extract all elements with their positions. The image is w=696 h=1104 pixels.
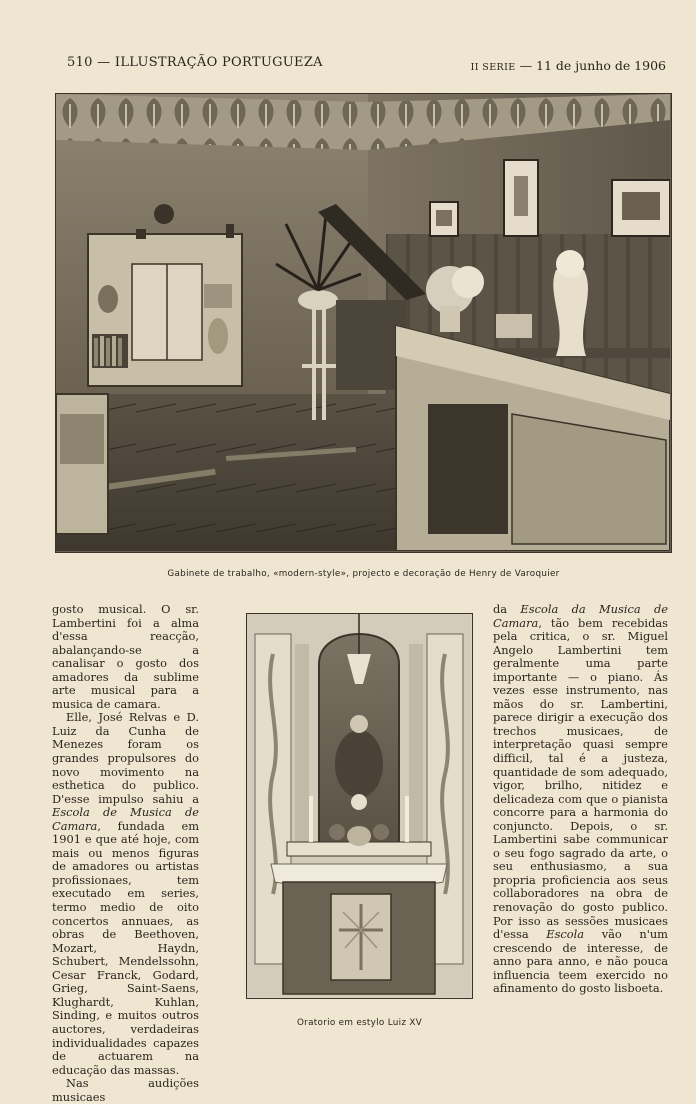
text-run: da: [493, 602, 521, 616]
page-header-date: [471, 58, 666, 73]
school-name: Escola: [546, 927, 585, 942]
school-name: Escola da Musica de Camara: [493, 602, 668, 630]
study-room-illustration: [56, 94, 670, 551]
text-run: , tão bem recebidas pela critica, o sr. Miguel Angelo Lambertini tem geralmente uma parte importante — o piano. Ás vezes esse instrumento, nas mãos do sr. Lambertini, parece dirigir a execução dos trechos musicaes, de interpretação quasi sempre difficil, tal é a justeza, quantidade de som adequado, vigor, brilho, nitidez e delicadeza com que o pianista concorre para a harmonia do conjuncto. Depois, o sr. Lambertini sabe communicar o seu fogo sagrado da arte, o seu enthusiasmo, a sua propria proficiencia aos seus collaboradores na obra de renovação do gosto publico. Por isso as sessões musicaes d'essa: [493, 615, 668, 942]
series-label: II SERIE: [470, 62, 516, 73]
study-room-photograph: [55, 93, 672, 553]
study-room-caption: Gabinete de trabalho, «modern-style», projecto e decoração de Henry de Varoquier: [167, 569, 560, 579]
article-column-right: [493, 603, 668, 996]
article-column-left: [52, 603, 199, 1104]
page-header-title: 510 — ILLUSTRAÇÃO PORTUGUEZA: [67, 55, 323, 70]
text-run: , fundada em 1901 e que até hoje, com mais ou menos figuras de amadores ou artistas profissionaes, tem executado em series, termo medio de oito concertos annuaes, as obras de Beethoven, Mozart, Haydn, Schubert, Mendelssohn, Cesar Franck, Godard, Grieg, Saint-Saens, Klughardt, Kuhlan, Sinding, e muitos outros auctores, verdadeiras individualidades capazes de actuarem na educação das massas.: [52, 818, 199, 1077]
oratory-illustration: [247, 614, 471, 997]
oratory-caption: Oratorio em estylo Luiz XV: [296, 1018, 423, 1028]
text-run: vão n'um crescendo de interesse, de anno para anno, e não pouca influencia teem exercido no afinamento do gosto lisboeta.: [493, 927, 668, 996]
paragraph: [493, 603, 668, 996]
paragraph: [52, 711, 199, 1077]
school-name: Escola de Musica de Camara: [52, 805, 199, 833]
paragraph: Nas audições musicaes: [52, 1076, 199, 1104]
issue-date: — 11 de junho de 1906: [519, 58, 666, 73]
oratory-photograph: [246, 613, 473, 999]
text-run: Elle, José Relvas e D. Luiz da Cunha de Menezes foram os grandes propulsores do novo movimento na esthetica do publico. D'esse impulso sahiu a: [52, 710, 199, 806]
paragraph: gosto musical. O sr. Lambertini foi a alma d'essa reacção, abalançando-se a canalisar o gosto dos amadores da sublime arte musical para a musica de camara.: [52, 602, 199, 711]
